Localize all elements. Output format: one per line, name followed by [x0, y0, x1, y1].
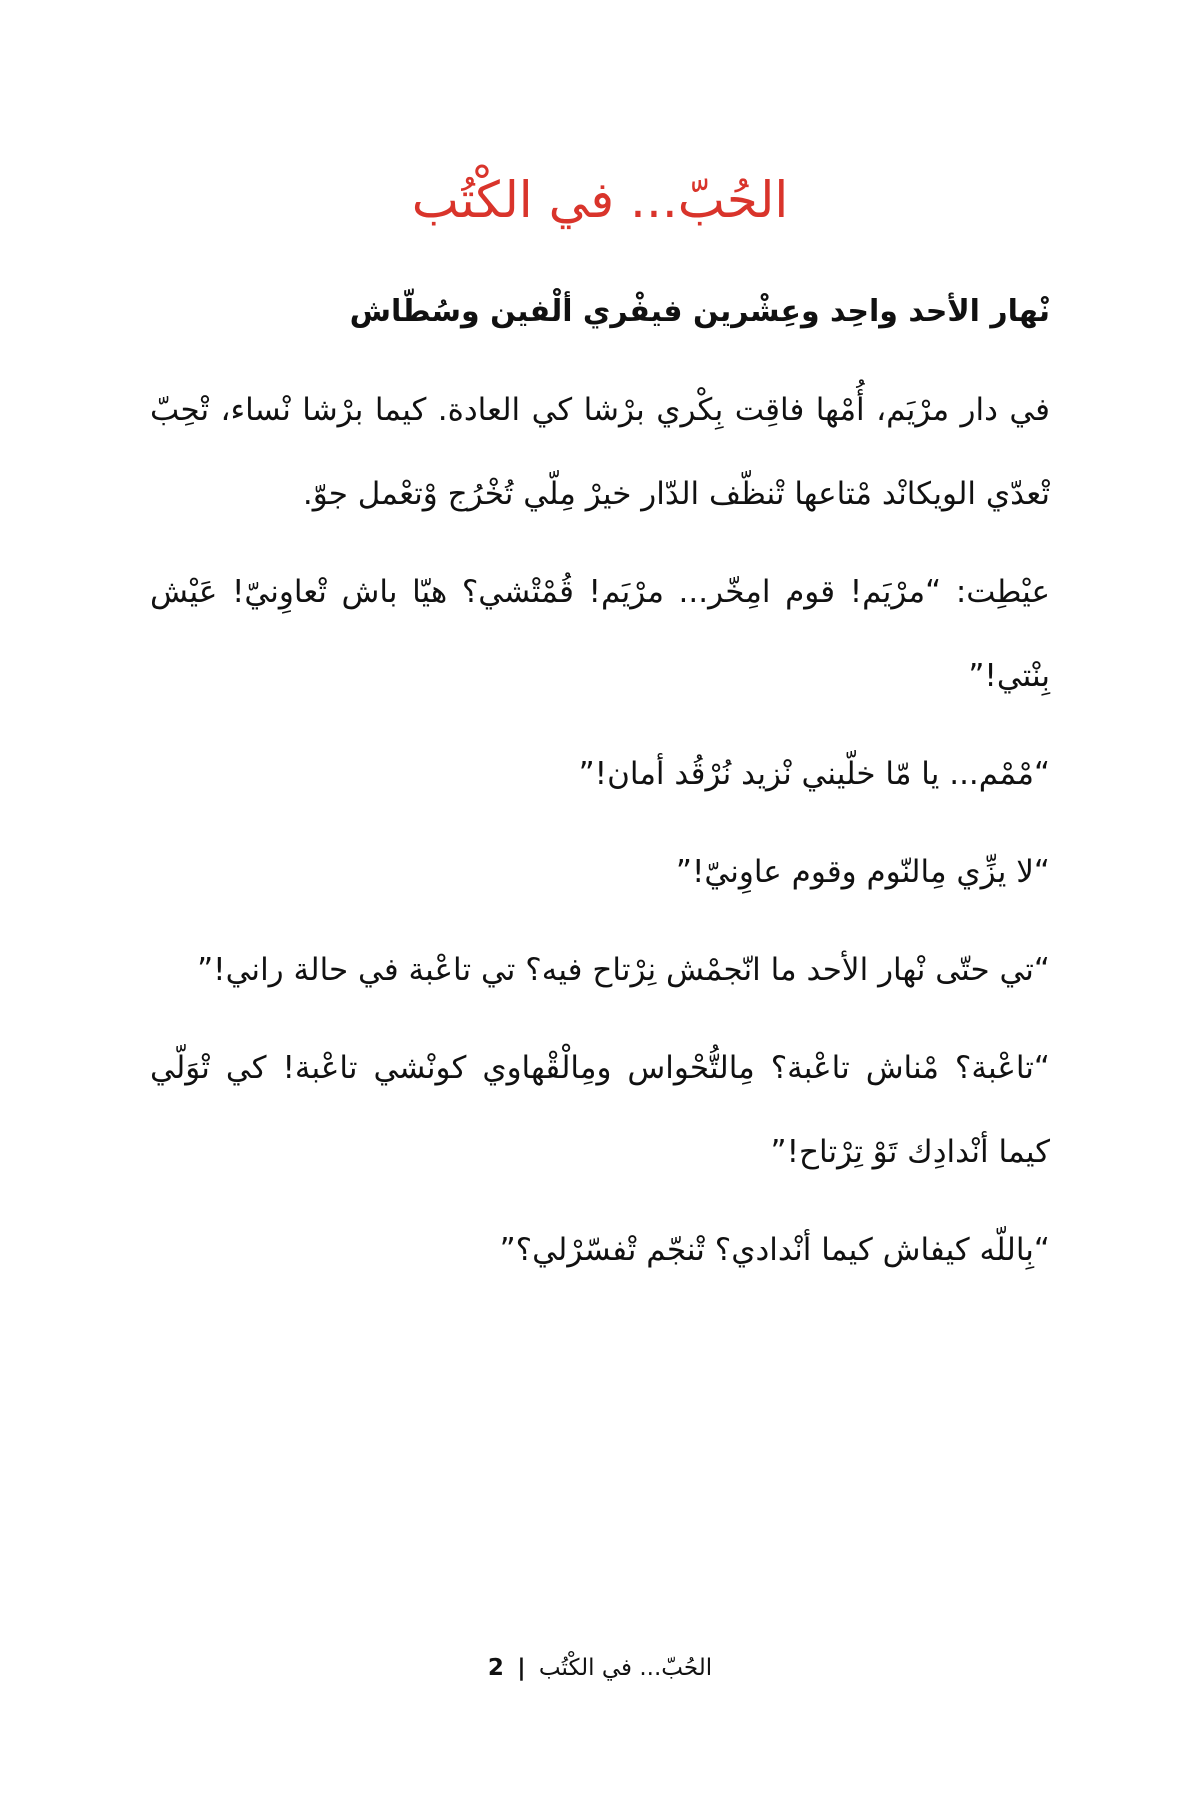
- paragraph-dialogue-5: “بِاللّه كيفاش كيما أنْدادي؟ تْنجّم تْفسّرْلي؟”: [499, 1232, 1050, 1268]
- paragraph-dialogue-2: “لا يزِّي مِالنّوم وقوم عاوِنيّ!”: [675, 854, 1050, 890]
- paragraph-mother-calls: عيْطِت: “مرْيَم! قوم امِخّر... مرْيَم! قُمْتْشي؟ هيّا باش تْعاوِنيّ! عَيْش بِنْتي!”: [150, 574, 1050, 694]
- book-page: [150, 0, 1050, 1800]
- page-title: الحُبّ... في الكْتُب: [411, 171, 789, 229]
- story-body: [150, 368, 1050, 1306]
- paragraph-dialogue-3: “تي حتّى نْهار الأحد ما انّجمْش نِرْتاح فيه؟ تي تاعْبة في حالة راني!”: [197, 952, 1050, 988]
- page-number: 2: [487, 1655, 504, 1681]
- paragraph-dialogue-4: “تاعْبة؟ مْناش تاعْبة؟ مِالتُّحْواس ومِالْقْهاوي كونْشي تاعْبة! كي تْوَلّي كيما أنْدادِك تَوْ تِرْتاح!”: [150, 1050, 1050, 1170]
- page-footer: [150, 1648, 1050, 1688]
- footer-separator: |: [517, 1655, 526, 1681]
- paragraph-intro: في دار مرْيَم، أُمْها فاقِت بِكْري برْشا كي العادة. كيما برْشا نْساء، تْحِبّ تْعدّي الويكانْد مْتاعها تْنظّف الدّار خيرْ مِلّي تُخْرُج وْتعْمل جوّ.: [150, 392, 1050, 512]
- paragraph-dialogue-1: “مْمْم... يا مّا خلّيني نْزيد نُرْقُد أمان!”: [578, 756, 1050, 792]
- date-subheading: نْهار الأحد واحِد وعِشْرين فيفْري ألْفين وسُطّاش: [349, 294, 1050, 329]
- footer-running-title: الحُبّ... في الكْتُب: [538, 1655, 713, 1681]
